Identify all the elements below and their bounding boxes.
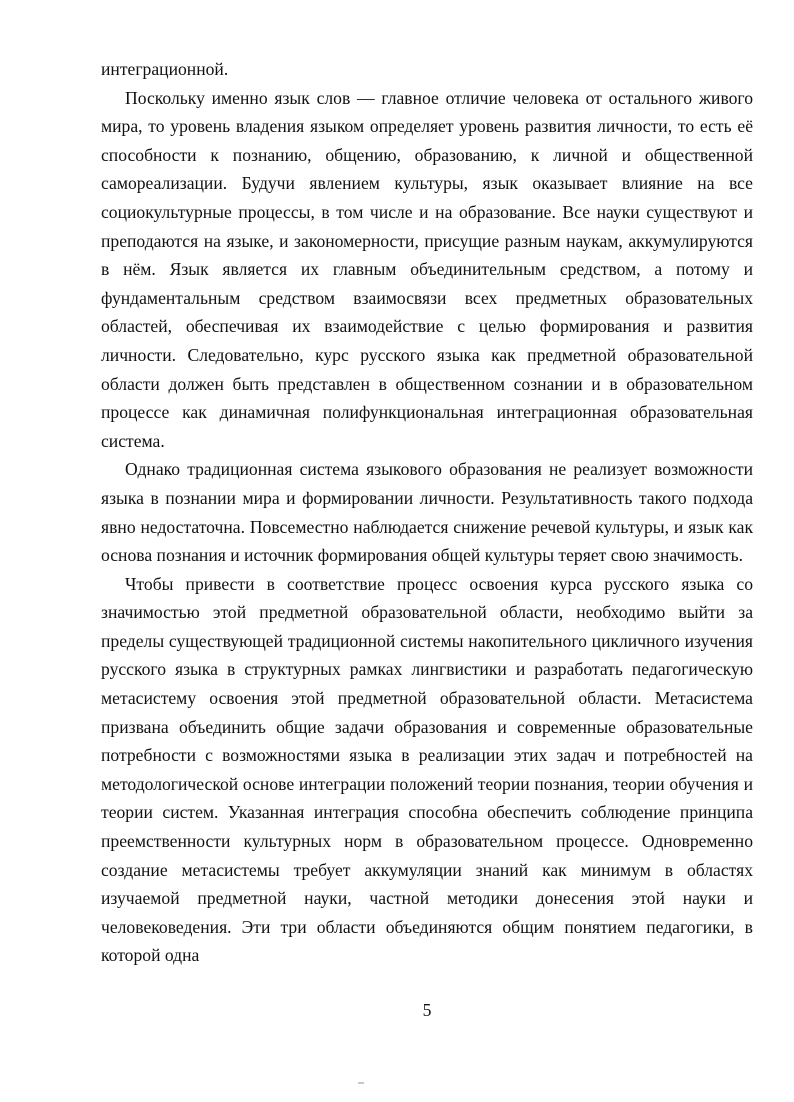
paragraph-traditional-system: Однако традиционная система языкового образования не реализует возможности языка в познании мира и формировании личности. Результативность такого подхода явно недостаточна. Повсеместно наблюдается снижение речевой культуры, и язык как основа познания и источник формирования общей культуры теряет свою значимость. — [101, 459, 753, 566]
paragraph-metasystem: Чтобы привести в соответствие процесс освоения курса русского языка со значимостью этой предметной образовательной области, необходимо выйти за пределы существующей традиционной системы накопительного цикличного изучения русского языка в структурных рамках лингвистики и разработать педагогическую метасистему освоения этой предметной образовательной области. Метасистема призвана объединить общие задачи образования и современные образовательные потребности с возможностями языка в реализации этих задач и потребностей на методологической основе интеграции положений теории познания, теории обучения и теории систем. Указанная интеграция способна обеспечить соблюдение принципа преемственности культурных норм в образовательном процессе. Одновременно создание метасистемы требует аккумуляции знаний как минимум в областях изучаемой предметной науки, частной методики донесения этой науки и человековедения. Эти три области объединяются общим понятием педагогики, в которой одна — [101, 573, 753, 966]
page-body — [101, 55, 753, 970]
paragraph-continuation: интеграционной. — [101, 59, 229, 79]
scan-mark — [358, 1082, 364, 1084]
paragraph-language-role: Поскольку именно язык слов — главное отличие человека от остального живого мира, то уровень владения языком определяет уровень развития личности, то есть её способности к познанию, общению, образованию, к личной и общественной самореализации. Будучи явлением культуры, язык оказывает влияние на все социокультурные процессы, в том числе и на образование. Все науки существуют и преподаются на языке, и закономерности, присущие разным наукам, аккумулируются в нём. Язык является их главным объединительным средством, а потому и фундаментальным средством взаимосвязи всех предметных образовательных областей, обеспечивая их взаимодействие с целью формирования и развития личности. Следовательно, курс русского языка как предметной образовательной области должен быть представлен в общественном сознании и в образовательном процессе как динамичная полифункциональная интеграционная образовательная система. — [101, 87, 753, 451]
page-number: 5 — [422, 1000, 432, 1020]
